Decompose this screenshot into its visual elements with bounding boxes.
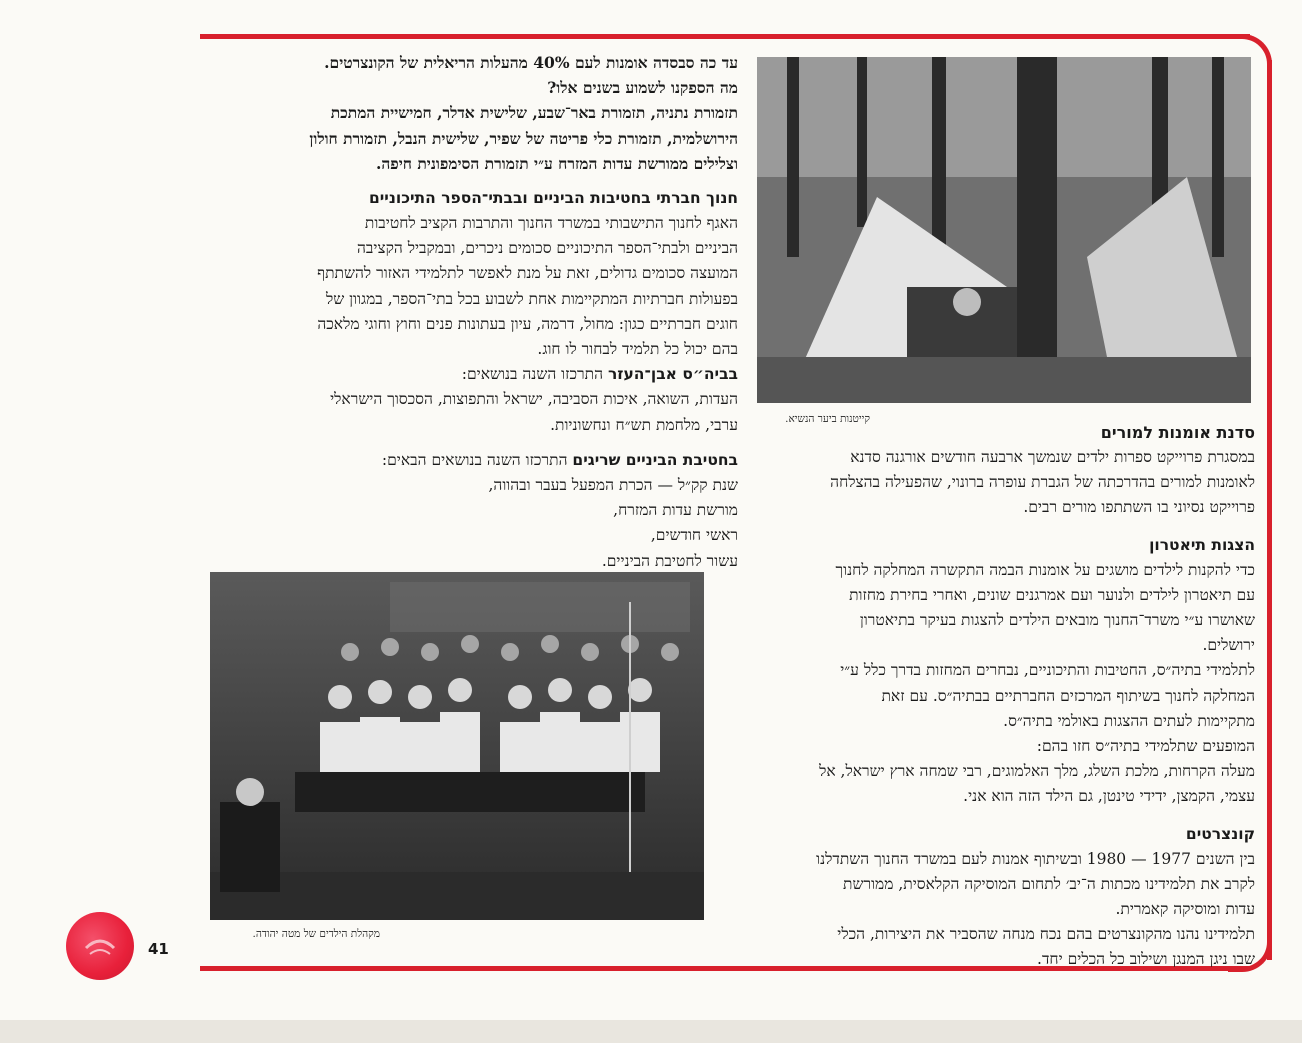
camp-photo [757, 57, 1251, 403]
srigim-line [210, 448, 738, 473]
council-logo [66, 912, 134, 980]
even-ezer-intro: התרכזו השנה בנושאים: [461, 365, 608, 384]
right-column [743, 420, 1255, 973]
srigim-school-name: בחטיבת הביניים שריגים [572, 450, 738, 469]
theater-line-6: המחלקה לחנוך בשיתוף המרכזים החברתיים בבתיה״ס. עם זאת [881, 686, 1255, 705]
srigim-topic-3: ראשי חודשים, [650, 526, 738, 545]
theater-line-2: עם תיאטרון לילדים ולנוער ועם אמרגנים שונים, ואחרי בחירת מחזות [849, 585, 1255, 604]
concerts-question-line: מה הספקנו לשמוע בשנים אלו? [547, 78, 738, 98]
concerts-line-2: לקרב את תלמידינו מכתות ה־יב׳ לתחום המוסיקה הקלאסית, ממורשת [843, 874, 1255, 893]
theater-line-3: שאושרו ע״י משרד־החנוך מובאים הילדים להצגות בעיקר בתיאטרון [859, 611, 1255, 630]
orchestras-line-3: וצלילים ממורשת עדות המזרח ע״י תזמורת הסימפונית חיפה. [375, 153, 738, 173]
page-bottom-edge [0, 1020, 1302, 1043]
theater-line-8: המופעים שתלמידי בתיה״ס חזו בהם: [1036, 737, 1255, 756]
social-line-2: הביניים ולבתי־הספר התיכוניים סכומים ניכרים, ובמקביל הקציבה [357, 239, 738, 258]
even-ezer-topics-2: ערבי, מלחמת תש״ח ונחשוניות. [550, 415, 738, 434]
even-ezer-line [210, 362, 738, 387]
red-frame-right [1267, 60, 1272, 960]
concerts-line-5: שבו ניגן המנגן ושילוב כל הכלים יחד. [1037, 950, 1255, 969]
even-ezer-school-name: בביה״ס אבן־העזר [607, 365, 738, 384]
choir-photo-image [210, 572, 704, 920]
choir-photo [210, 572, 704, 920]
social-line-5: חוגים חברתיים כגון: מחול, דרמה, עיון בעתונות פנים וחוץ וחוגי מלאכה [317, 314, 738, 333]
srigim-topic-2: מורשת עדות המזרח, [613, 501, 738, 520]
concerts-heading: קונצרטים [1185, 824, 1255, 843]
srigim-topic-1: שנת קק״ל — הכרת המפעל בעבר ובהווה, [488, 476, 738, 495]
choir-caption: מקהלת הילדים של מטה יהודה. [252, 928, 380, 940]
teachers-line-2: לאומנות למורים בהדרכתה של הגברת עופרה ברונוי, שהפעילה בהצלחה [830, 473, 1255, 492]
orchestras-line-2: הירושלמית, תזמורת כלי פריטה של שפיר, שלישית הנבל, תזמורת חולון [309, 128, 738, 148]
left-column [210, 50, 738, 574]
theater-line-7: מתקיימות לעתים ההצגות באולמי בתיה״ס. [1003, 711, 1255, 730]
logo-emblem-icon [66, 912, 134, 980]
orchestras-line-1: תזמורת נתניה, תזמורת באר־שבע, שלישית אדלר, חמישיית המתכת [330, 103, 738, 123]
concerts-line-3: עדות ומוסיקה קאמרית. [1115, 900, 1255, 919]
theater-line-5: לתלמידי בתיה״ס, החטיבות והתיכוניים, נבחרים המחזות בדרך כלל ע״י [840, 661, 1255, 680]
social-line-4: בפעולות חברתיות המתקיימות אחת לשבוע בכל בתי־הספר, במגוון של [325, 289, 738, 308]
page-number: 41 [148, 940, 169, 958]
camp-photo-image [757, 57, 1251, 403]
theater-line-10: עצמי, הקמצן, ידידי טינטן, גם הילד הזה הוא אני. [963, 787, 1255, 806]
teachers-line-3: פרוייקט נסיוני בו השתתפו מורים רבים. [1023, 498, 1255, 517]
srigim-topic-4: עשור לחטיבת הביניים. [601, 551, 738, 570]
red-frame-top [200, 34, 1250, 39]
even-ezer-topics-1: העדות, השואה, איכות הסביבה, ישראל והתפוצות, הסכסוך הישראלי [330, 390, 738, 409]
teachers-line-1: במסגרת פרוייקט ספרות ילדים שנמשך ארבעה חודשים אורגנה סדנא [850, 448, 1255, 466]
theater-line-4: ירושלים. [1202, 636, 1255, 655]
srigim-intro: התרכזו השנה בנושאים הבאים: [381, 450, 573, 469]
theater-heading: הצגות תיאטרון [1149, 535, 1255, 554]
social-education-heading: חנוך חברתי בחטיבות הביניים ובבתי־הספר התיכוניים [368, 189, 738, 208]
concerts-line-1: בין השנים 1977 — 1980 ובשיתוף אמנות לעם במשרד החנוך השתדלנו [816, 849, 1255, 868]
teachers-workshop-heading: סדנת אומנות למורים [1100, 423, 1255, 442]
social-line-6: בהם יכול כל תלמיד לבחור לו חוג. [537, 340, 738, 359]
social-line-1: האגף לחנוך התישבותי במשרד החנוך והתרבות הקציב לחטיבות [364, 214, 738, 233]
concerts-line-4: תלמידינו נהנו מהקונצרטים בהם נכח מנחה שהסביר את היצירות, הכלי [837, 925, 1255, 944]
theater-line-9: מעלה הקרחות, מלכת השלג, מלך האלמוגים, רבי שמחה ארץ ישראל, אל [819, 762, 1255, 781]
theater-line-1: כדי להקנות לילדים מושגים על אומנות הבמה התקשרה המחלקה לחנוך [835, 560, 1255, 579]
camp-caption: קייטנות ביער הנשיא. [785, 413, 870, 425]
social-line-3: המועצה סכומים גדולים, זאת על מנת לאפשר לתלמידי האזור להשתתף [317, 264, 738, 283]
concerts-funding-line: עד כה סבסדה אומנות לעם 40% מהעלות הריאלית של הקונצרטים. [324, 53, 738, 72]
